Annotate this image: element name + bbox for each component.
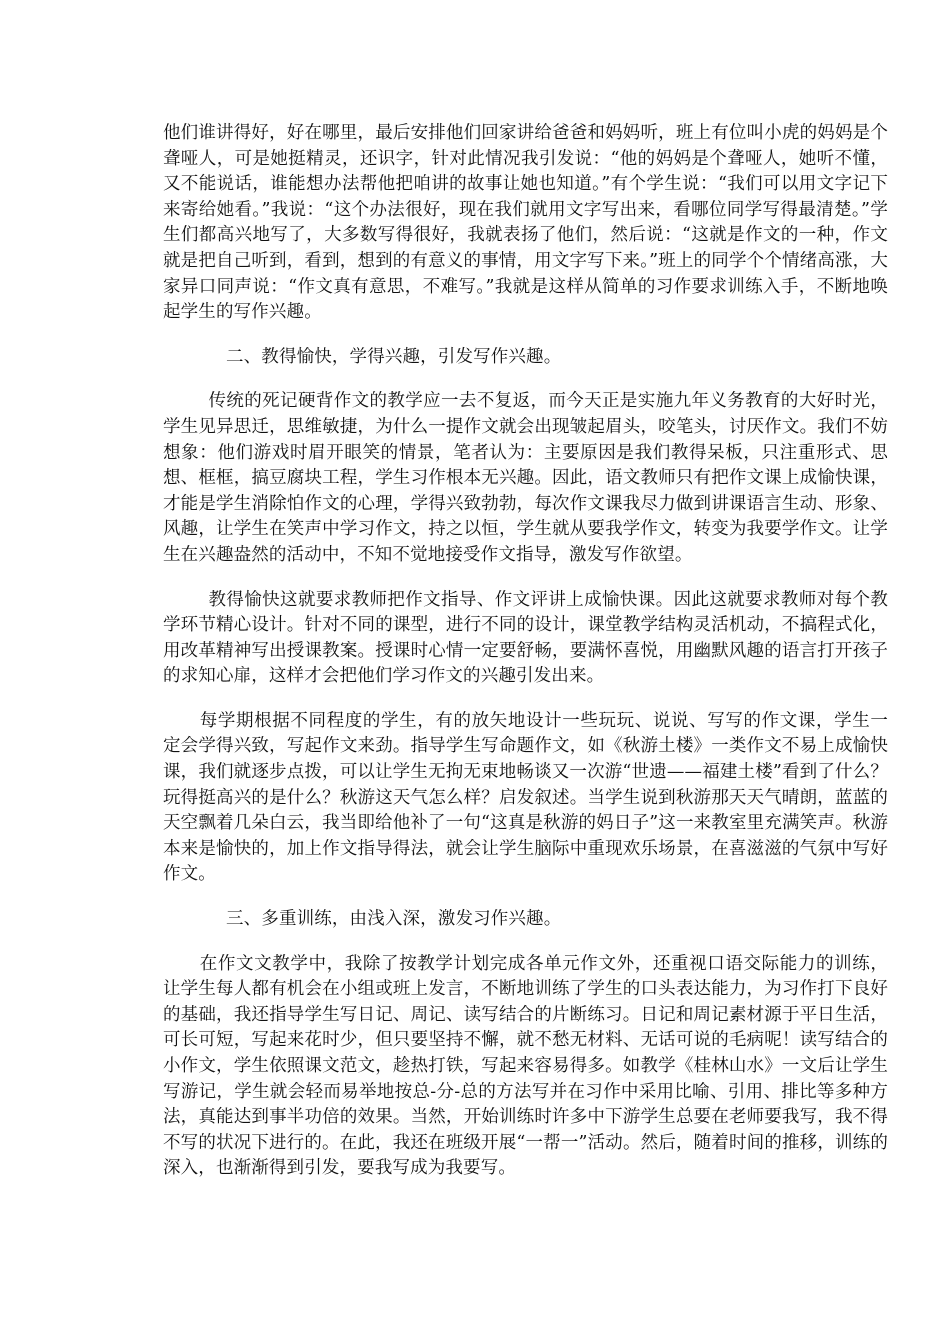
document-body [163, 121, 888, 1201]
paragraph: 在作文文教学中，我除了按教学计划完成各单元作文外，还重视口语交际能力的训练，让学生每人都有机会在小组或班上发言，不断地训练了学生的口头表达能力，为习作打下良好的基础，我还指导学生写日记、周记、读写结合的片断练习。日记和周记素材源于平日生活，可长可短，写起来花时少，但只要坚持不懈，就不愁无材料、无话可说的毛病呢！读写结合的小作文，学生依照课文范文，趁热打铁，写起来容易得多。如教学《桂林山水》一文后让学生写游记，学生就会轻而易举地按总-分-总的方法写并在习作中采用比喻、引用、排比等多种方法，真能达到事半功倍的效果。当然，开始训练时许多中下游学生总要在老师要我写，我不得不写的状况下进行的。在此，我还在班级开展“一帮一”活动。然后，随着时间的推移，训练的深入，也渐渐得到引发，要我写成为我要写。 [163, 953, 888, 1179]
paragraph: 传统的死记硬背作文的教学应一去不复返，而今天正是实施九年义务教育的大好时光，学生见异思迁，思维敏捷，为什么一提作文就会出现皱起眉头，咬笔头，讨厌作文。我们不妨想象：他们游戏时眉开眼笑的情景，笔者认为：主要原因是我们教得呆板，只注重形式、思想、框框，搞豆腐块工程，学生习作根本无兴趣。因此，语文教师只有把作文课上成愉快课，才能是学生消除怕作文的心理，学得兴致勃勃，每次作文课我尽力做到讲课语言生动、形象、风趣，让学生在笑声中学习作文，持之以恒，学生就从要我学作文，转变为我要学作文。让学生在兴趣盎然的活动中，不知不觉地接受作文指导，激发写作欲望。 [163, 391, 888, 565]
paragraph-continued: 他们谁讲得好，好在哪里，最后安排他们回家讲给爸爸和妈妈听，班上有位叫小虎的妈妈是个聋哑人，可是她挺精灵，还识字，针对此情况我引发说：“他的妈妈是个聋哑人，她听不懂，又不能说话，谁能想办法帮他把咱讲的故事让她也知道。”有个学生说：“我们可以用文字记下来寄给她看。”我说：“这个办法很好，现在我们就用文字写出来，看哪位同学写得最清楚。”学生们都高兴地写了，大多数写得很好，我就表扬了他们，然后说：“这就是作文的一种，作文就是把自己听到，看到，想到的有意义的事情，用文字写下来。”班上的同学个个情绪高涨，大家异口同声说：“作文真有意思，不难写。”我就是这样从简单的习作要求训练入手，不断地唤起学生的写作兴趣。 [163, 123, 888, 323]
section-heading-two: 二、教得愉快，学得兴趣，引发写作兴趣。 [226, 346, 562, 367]
section-heading-three: 三、多重训练，由浅入深，激发习作兴趣。 [226, 909, 562, 930]
paragraph: 每学期根据不同程度的学生，有的放矢地设计一些玩玩、说说、写写的作文课，学生一定会学得兴致，写起作文来劲。指导学生写命题作文，如《秋游土楼》一类作文不易上成愉快课，我们就逐步点拨，可以让学生无拘无束地畅谈又一次游“世遗——福建土楼”看到了什么？玩得挺高兴的是什么？秋游这天气怎么样？启发叙述。当学生说到秋游那天天气晴朗，蓝蓝的天空飘着几朵白云，我当即给他补了一句“这真是秋游的妈日子”这一来教室里充满笑声。秋游本来是愉快的，加上作文指导得法，就会让学生脑际中重现欢乐场景，在喜滋滋的气氛中写好作文。 [163, 710, 888, 885]
paragraph: 教得愉快这就要求教师把作文指导、作文评讲上成愉快课。因此这就要求教师对每个教学环节精心设计。针对不同的课型，进行不同的设计，课堂教学结构灵活机动，不搞程式化，用改革精神写出授课教案。授课时心情一定要舒畅，要满怀喜悦，用幽默风趣的语言打开孩子的求知心扉，这样才会把他们学习作文的兴趣引发出来。 [163, 589, 888, 687]
